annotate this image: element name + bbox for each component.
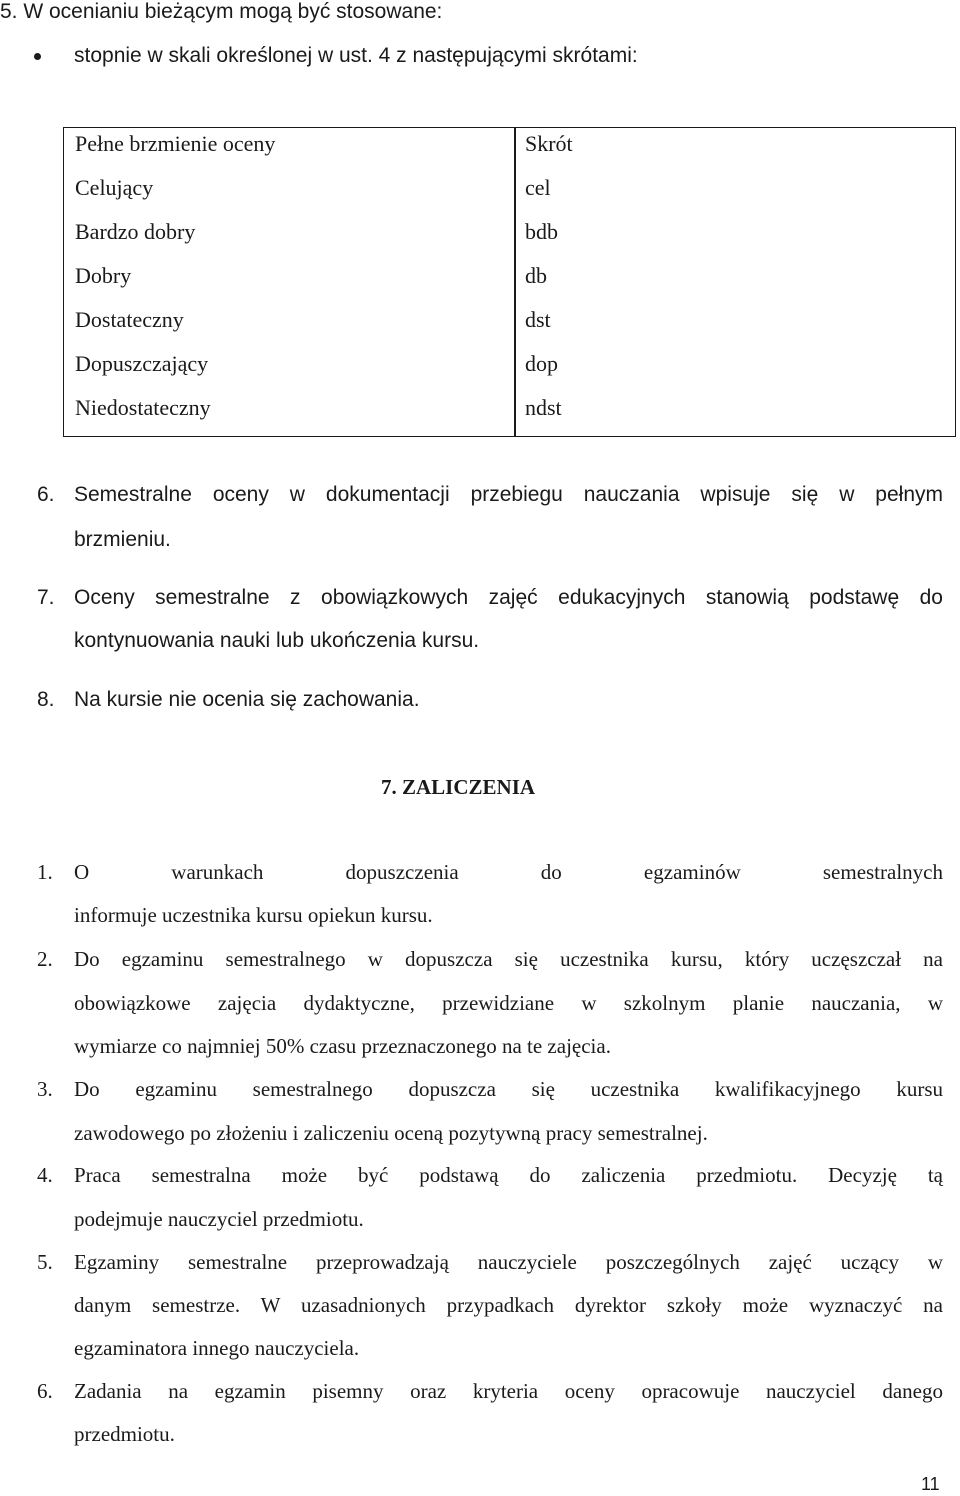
item-text-line: obowiązkowe zajęcia dydaktyczne, przewidziane w szkolnym planie nauczania, w <box>74 991 943 1015</box>
page-number: 11 <box>921 1474 940 1494</box>
item-text-line: wymiarze co najmniej 50% czasu przeznaczonego na te zajęcia. <box>74 1034 611 1058</box>
table-row-full: Dopuszczający <box>75 351 209 376</box>
table-divider <box>514 128 516 436</box>
table-header-short: Skrót <box>525 131 573 156</box>
table-row-full: Celujący <box>75 175 154 200</box>
item-text-line: danym semestrze. W uzasadnionych przypadkach dyrektor szkoły może wyznaczyć na <box>74 1293 943 1317</box>
bullet-icon <box>34 53 41 60</box>
item-text-line: podejmuje nauczyciel przedmiotu. <box>74 1207 364 1231</box>
table-row-short: cel <box>525 175 551 200</box>
intro-bullet-text: stopnie w skali określonej w ust. 4 z następującymi skrótami: <box>74 44 638 67</box>
grade-table <box>63 127 956 437</box>
item-text-line: Zadania na egzamin pisemny oraz kryteria oceny opracowuje nauczyciel danego <box>74 1379 943 1403</box>
table-row-short: db <box>525 263 547 288</box>
table-row-short: dop <box>525 351 558 376</box>
item-text-line: zawodowego po złożeniu i zaliczeniu oceną pozytywną pracy semestralnej. <box>74 1121 708 1145</box>
table-row-full: Dobry <box>75 263 132 288</box>
item-number: 3. <box>37 1077 53 1101</box>
table-header-full: Pełne brzmienie oceny <box>75 131 276 156</box>
item-text-line: Semestralne oceny w dokumentacji przebiegu nauczania wpisuje się w pełnym <box>74 483 943 506</box>
section-heading: 7. ZALICZENIA <box>381 775 536 799</box>
item-number: 1. <box>37 860 53 884</box>
item-text-line: O warunkach dopuszczenia do egzaminów semestralnych <box>74 860 943 884</box>
table-row-short: ndst <box>525 395 562 420</box>
item-text-line: kontynuowania nauki lub ukończenia kursu. <box>74 629 480 652</box>
item-number: 2. <box>37 947 53 971</box>
item-text-line: informuje uczestnika kursu opiekun kursu. <box>74 903 433 927</box>
item-text-line: Na kursie nie ocenia się zachowania. <box>74 688 420 711</box>
item-number: 8. <box>37 688 55 711</box>
table-row-full: Dostateczny <box>75 307 184 332</box>
item-text-line: egzaminatora innego nauczyciela. <box>74 1336 360 1360</box>
item-text-line: Do egzaminu semestralnego dopuszcza się uczestnika kwalifikacyjnego kursu <box>74 1077 943 1101</box>
intro-item-5: 5. W ocenianiu bieżącym mogą być stosowane: <box>0 0 443 23</box>
table-row-full: Niedostateczny <box>75 395 211 420</box>
item-number: 5. <box>37 1250 53 1274</box>
item-text-line: Praca semestralna może być podstawą do zaliczenia przedmiotu. Decyzję tą <box>74 1163 943 1187</box>
item-text-line: Oceny semestralne z obowiązkowych zajęć edukacyjnych stanowią podstawę do <box>74 586 943 609</box>
item-text-line: Do egzaminu semestralnego w dopuszcza się uczestnika kursu, który uczęszczał na <box>74 947 943 971</box>
item-number: 6. <box>37 1379 53 1403</box>
item-number: 7. <box>37 586 55 609</box>
item-number: 4. <box>37 1163 53 1187</box>
item-text-line: brzmieniu. <box>74 528 171 551</box>
item-number: 6. <box>37 483 55 506</box>
item-text-line: przedmiotu. <box>74 1422 175 1446</box>
table-row-short: bdb <box>525 219 558 244</box>
table-row-short: dst <box>525 307 551 332</box>
item-text-line: Egzaminy semestralne przeprowadzają nauczyciele poszczególnych zajęć uczący w <box>74 1250 943 1274</box>
table-row-full: Bardzo dobry <box>75 219 196 244</box>
